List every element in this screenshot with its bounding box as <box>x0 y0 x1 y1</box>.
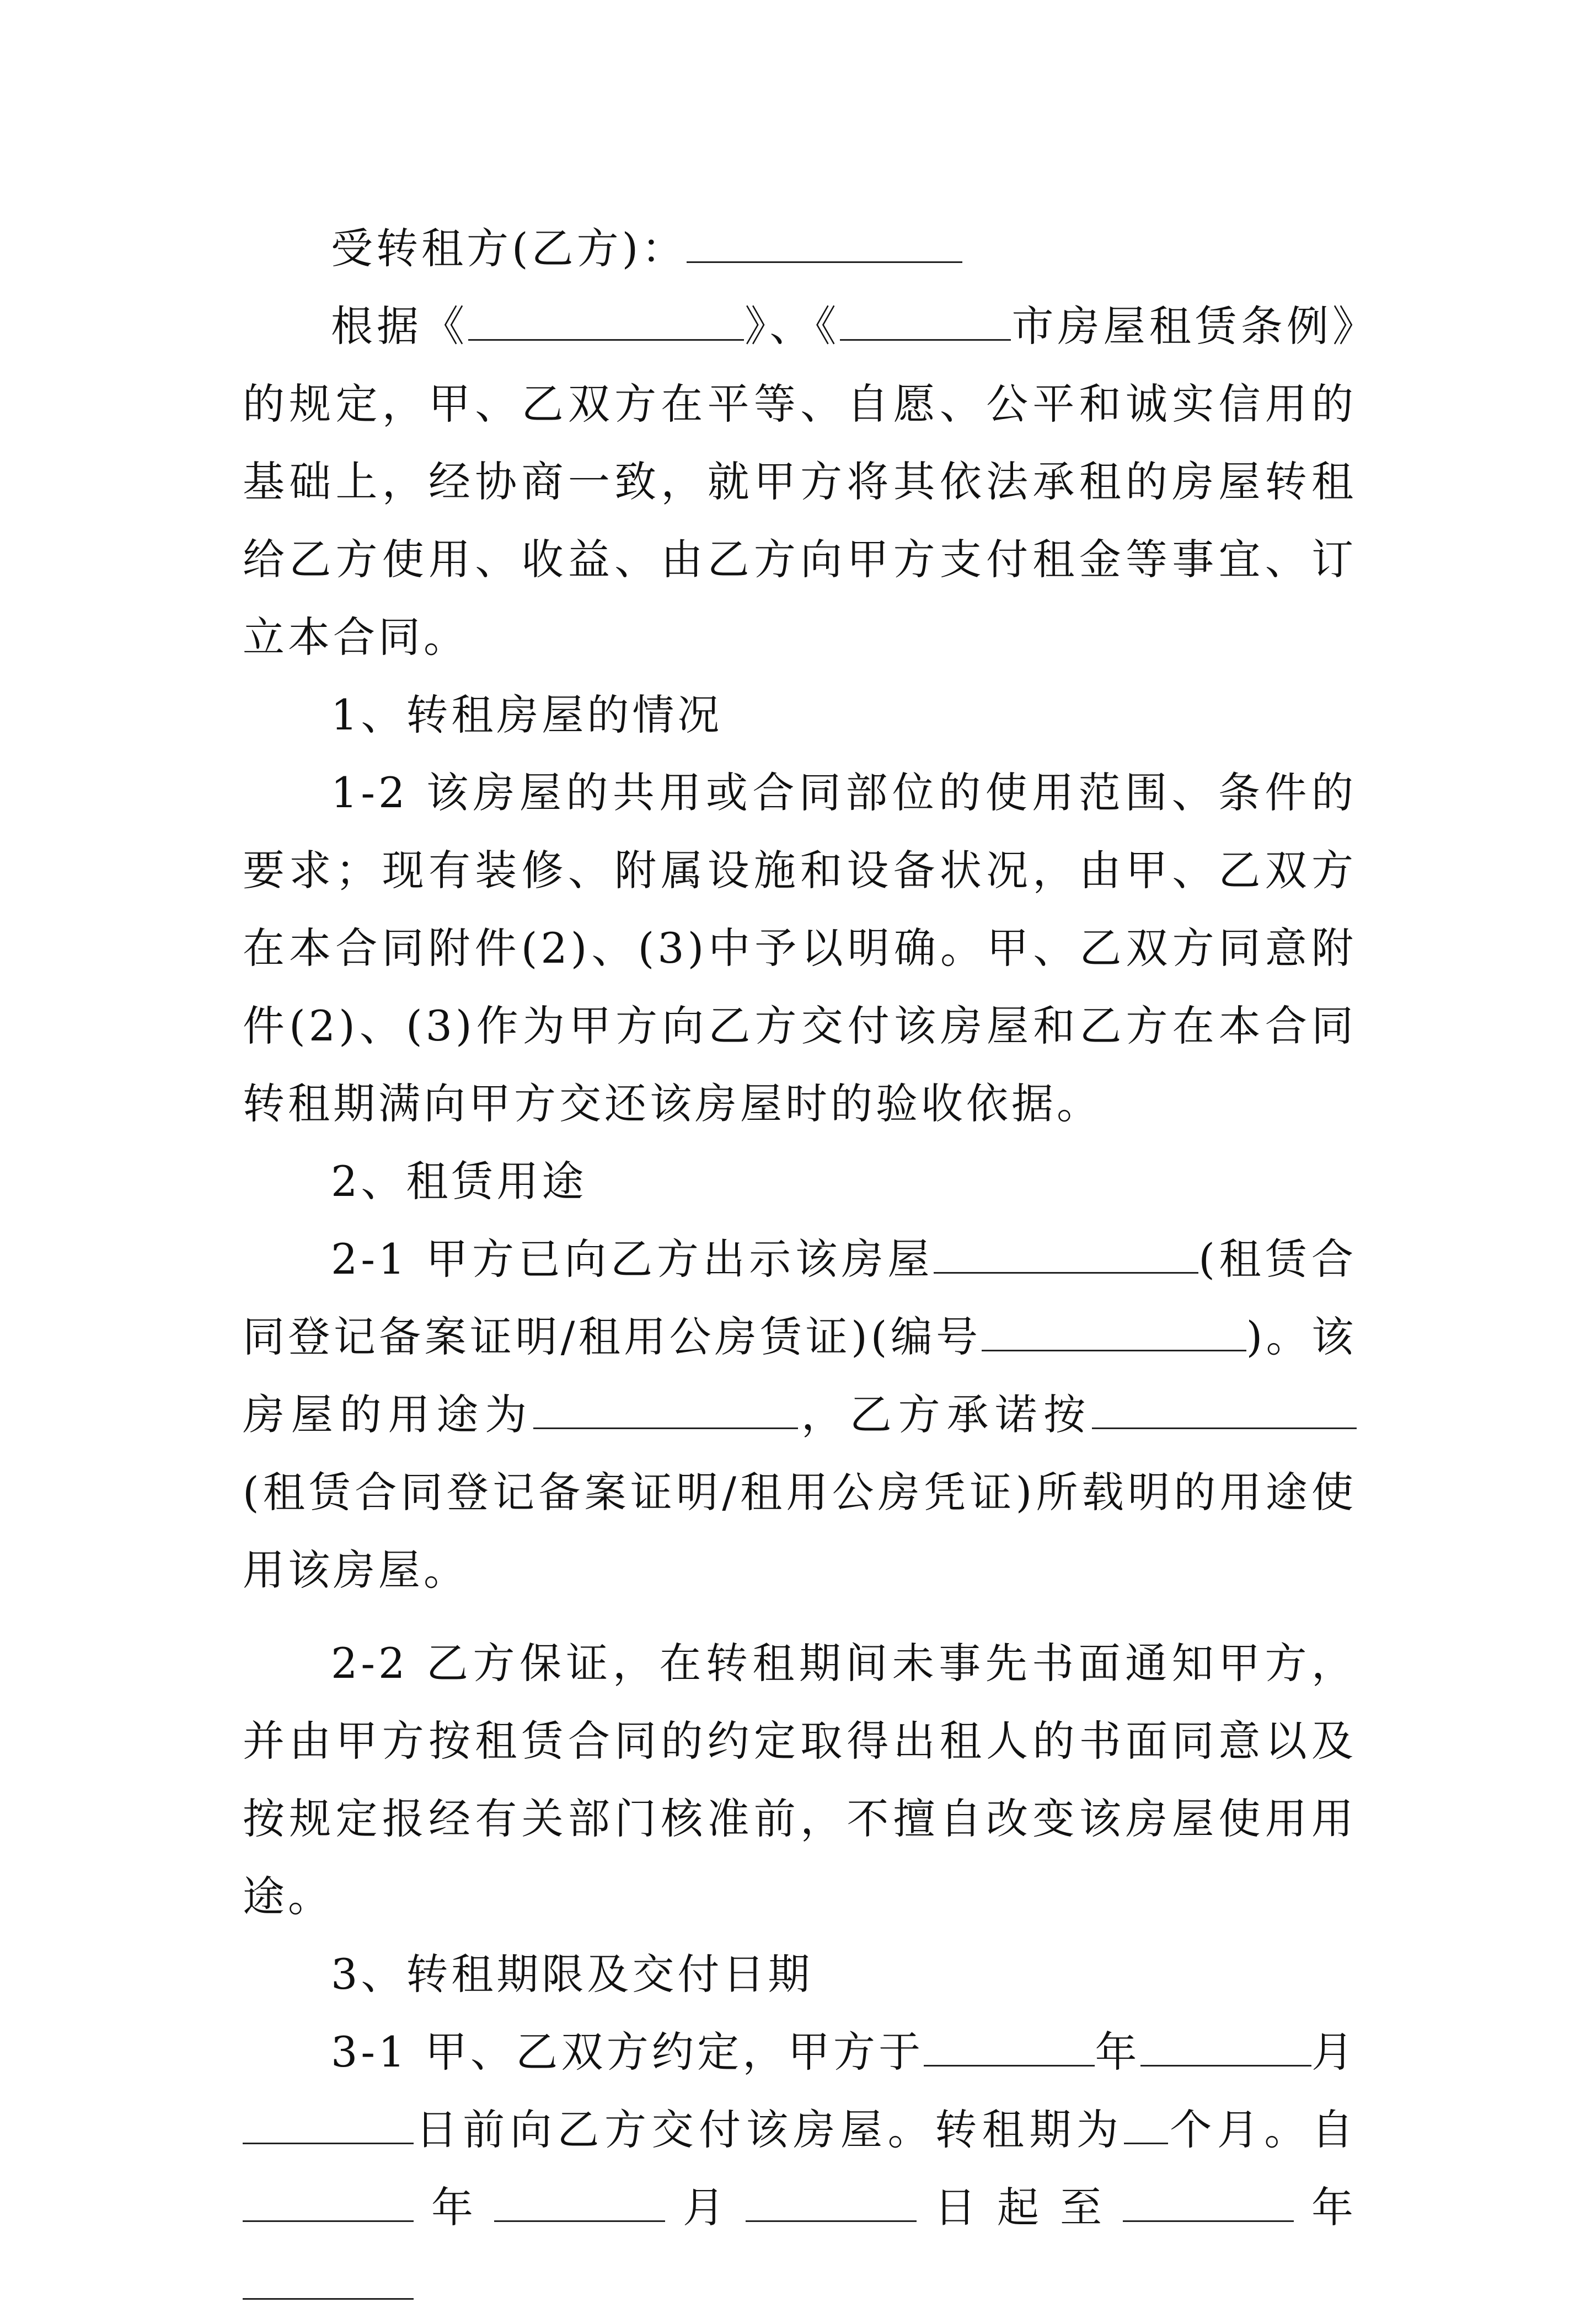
certificate-number-blank <box>982 1312 1246 1351</box>
year-label: 年 <box>1095 2027 1140 2076</box>
contract-body <box>243 210 1357 2324</box>
clause-3-1 <box>243 2013 1357 2324</box>
clause-1-2: 1-2 该房屋的共用或合同部位的使用范围、条件的要求；现有装修、附属设施和设备状况，由甲、乙双方在本合同附件(2)、(3)中予以明确。甲、乙双方同意附件(2)、(3)作为甲方向乙方交付该房屋和乙方在本合同转租期满向甲方交还该房屋时的验收依据。 <box>243 768 1357 1128</box>
preamble-text-3: 市房屋租赁条例》的规定，甲、乙双方在平等、自愿、公平和诚实信用的基础上，经协商一致，就甲方将其依法承租的房屋转租给乙方使用、收益、由乙方向甲方支付租金等事宜、订立本合同。 <box>243 302 1357 662</box>
clause-3-1-text-4: 日起至 <box>917 2183 1123 2232</box>
clause-2-1-text-5: (租赁合同登记备案证明/租用公房凭证)所载明的用途使用该房屋。 <box>243 1468 1357 1595</box>
end-year-blank <box>1123 2183 1294 2222</box>
delivery-day-blank <box>243 2105 414 2144</box>
preamble-text-1: 根据《 <box>331 302 469 351</box>
section-2-heading: 2、租赁用途 <box>331 1157 587 1206</box>
term-months-blank <box>1124 2105 1168 2144</box>
month-label: 月 <box>1311 2027 1357 2076</box>
clause-2-1-text-4: ，乙方承诺按 <box>798 1390 1092 1439</box>
certificate-blank <box>934 1235 1198 1274</box>
end-year-label: 年 <box>1294 2183 1357 2232</box>
law-name-blank <box>468 302 744 341</box>
clause-2-1-text-3: )。该房屋的用途为 <box>243 1312 1357 1439</box>
delivery-year-blank <box>924 2027 1095 2067</box>
clause-3-1-text-1: 3-1 甲、乙双方约定，甲方于 <box>331 2027 924 2076</box>
clause-3-1-text-3: 个月。自 <box>1167 2105 1357 2154</box>
clause-3-1-text-2: 日前向乙方交付该房屋。转租期为 <box>414 2105 1124 2154</box>
clause-2-1-text-1: 2-1 甲方已向乙方出示该房屋 <box>331 1235 934 1284</box>
preamble-paragraph <box>243 287 1357 676</box>
start-year-blank <box>243 2183 414 2222</box>
section-3-heading: 3、转租期限及交付日期 <box>331 1950 813 1999</box>
city-name-blank <box>840 302 1011 341</box>
start-year-label: 年 <box>414 2183 494 2232</box>
sublessee-label: 受转租方(乙方)： <box>331 224 687 273</box>
clause-2-2: 2-2 乙方保证，在转租期间未事先书面通知甲方，并由甲方按租赁合同的约定取得出租人的书面同意以及按规定报经有关部门核准前，不擅自改变该房屋使用用途。 <box>243 1639 1357 1921</box>
sublessee-blank <box>687 224 962 263</box>
end-month-blank <box>243 2261 414 2300</box>
start-month-label: 月 <box>665 2183 746 2232</box>
start-day-blank <box>746 2183 917 2222</box>
commitment-document-blank <box>1092 1390 1357 1429</box>
sublessee-line <box>243 210 1357 287</box>
section-1-heading: 1、转租房屋的情况 <box>331 690 723 739</box>
start-month-blank <box>494 2183 665 2222</box>
preamble-text-2: 》、《 <box>744 302 840 351</box>
clause-2-1 <box>243 1220 1357 1609</box>
delivery-month-blank <box>1140 2027 1311 2067</box>
use-purpose-blank <box>533 1390 798 1429</box>
clause-2-1-text-2: (租赁合同登记备案证明/租用公房赁证)(编号 <box>243 1235 1357 1361</box>
